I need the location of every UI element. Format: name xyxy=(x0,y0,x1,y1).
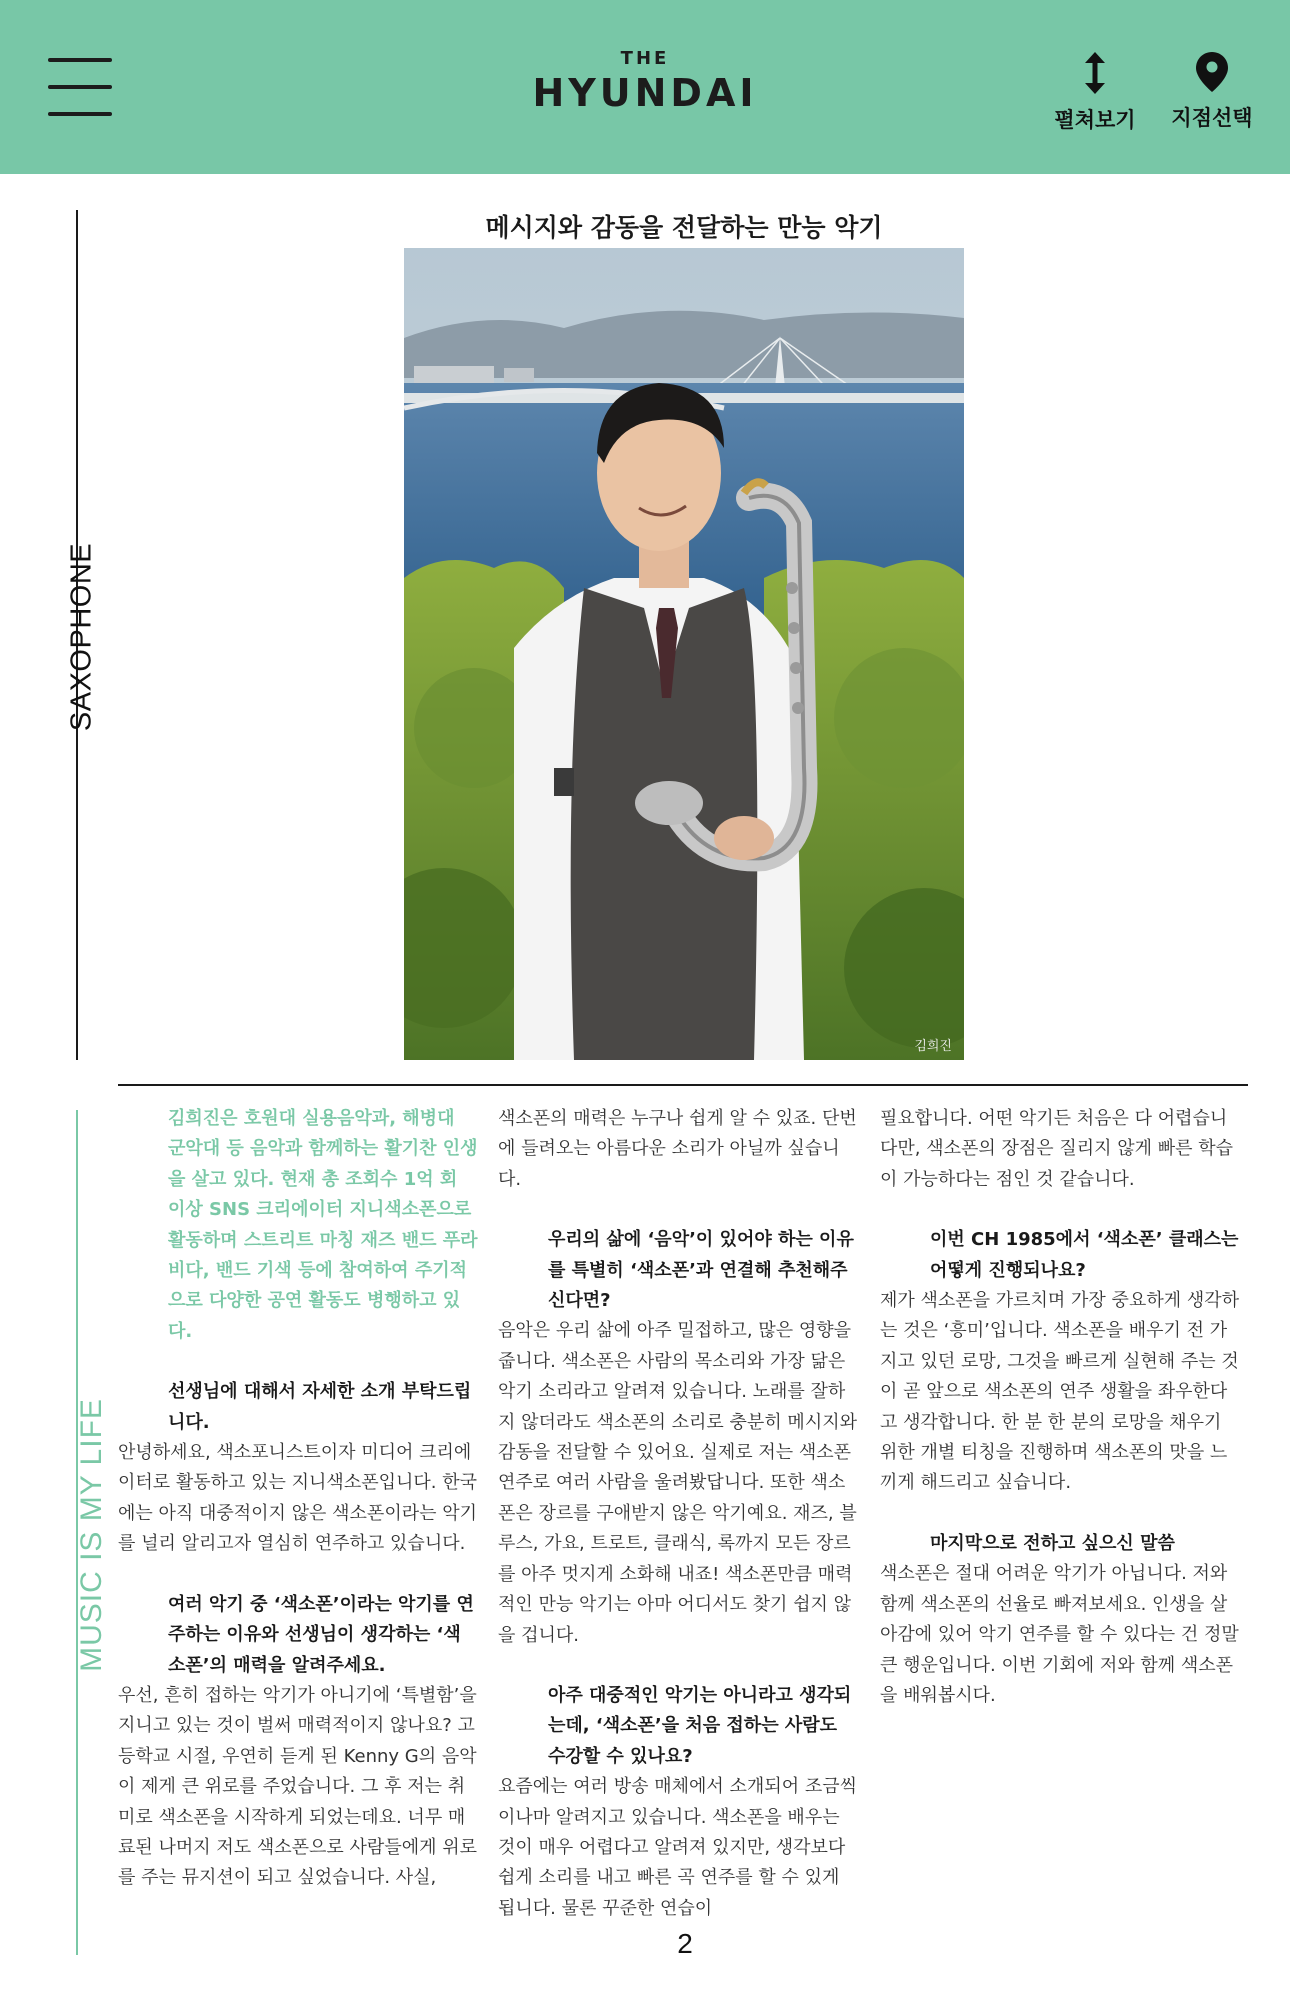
top-bar xyxy=(0,0,1290,174)
answer-3: 음악은 우리 삶에 아주 밀접하고, 많은 영향을 줍니다. 색소폰은 사람의 목소리와 가장 닮은 악기 소리라고 알려져 있습니다. 노래를 잘하지 않더라도 색소폰의 소리로 충분히 메시지와 감동을 전달할 수 있어요. 실제로 저는 색소폰 연주로 여러 사람을 울려봤답니다. 또한 색소폰은 장르를 구애받지 않은 악기예요. 재즈, 블루스, 가요, 트로트, 클래식, 록까지 모든 장르를 아주 멋지게 소화해 내죠! 색소폰만큼 매력적인 만능 악기는 아마 어디서도 찾기 쉽지 않을 겁니다. xyxy=(498,1320,857,1646)
answer-2: 우선, 흔히 접하는 악기가 아니기에 ‘특별함’을 지니고 있는 것이 벌써 매력적이지 않나요? 고등학교 시절, 우연히 듣게 된 Kenny G의 음악이 제게 큰 위로를 주었습니다. 그 후 저는 취미로 색소폰을 시작하게 되었는데요. 너무 매료된 나머지 저도 색소폰으로 사람들에게 위로를 주는 뮤지션이 되고 싶었습니다. 사실, xyxy=(118,1684,477,1889)
saxophonist-photo xyxy=(404,248,964,1060)
side-label-music-text: MUSIC IS MY LIFE xyxy=(75,1398,108,1672)
article-headline: 메시지와 감동을 전달하는 만능 악기 xyxy=(485,213,883,242)
question-2: 여러 악기 중 ‘색소폰’이라는 악기를 연주하는 이유와 선생님이 생각하는 ‘색소폰’의 매력을 알려주세요. xyxy=(168,1593,474,1676)
article-column-2 xyxy=(498,1104,860,1924)
section-divider xyxy=(118,1084,1248,1086)
answer-5: 제가 색소폰을 가르치며 가장 중요하게 생각하는 것은 ‘흥미’입니다. 색소폰을 배우기 전 가지고 있던 로망, 그것을 빠르게 실현해 주는 것이 곧 앞으로 색소폰의 연주 생활을 좌우한다고 생각합니다. 한 분 한 분의 로망을 채우기 위한 개별 티칭을 진행하며 색소폰의 맛을 느끼게 해드리고 싶습니다. xyxy=(880,1290,1239,1494)
question-1: 선생님에 대해서 자세한 소개 부탁드립니다. xyxy=(168,1381,472,1433)
side-label-saxophone-text: SAXOPHONE xyxy=(65,542,98,732)
question-3: 우리의 삶에 ‘음악’이 있어야 하는 이유를 특별히 ‘색소폰’과 연결해 추천해주신다면? xyxy=(548,1229,854,1312)
branch-select-label: 지점선택 xyxy=(1171,106,1253,130)
branch-select-button[interactable] xyxy=(1164,52,1260,132)
brand-logo-main: HYUNDAI xyxy=(532,71,758,115)
article-column-3 xyxy=(880,1104,1240,1711)
answer-2-continued: 색소폰의 매력은 누구나 쉽게 알 수 있죠. 단번에 들려오는 아름다운 소리가 아닐까 싶습니다. xyxy=(498,1108,857,1190)
brand-logo[interactable] xyxy=(500,48,790,115)
expand-view-label: 펼쳐보기 xyxy=(1054,108,1136,132)
answer-4: 요즘에는 여러 방송 매체에서 소개되어 조금씩이나마 알려지고 있습니다. 색소폰을 배우는 것이 매우 어렵다고 알려져 있지만, 생각보다 쉽게 소리를 내고 빠른 곡 연주를 할 수 있게 됩니다. 물론 꾸준한 연습이 xyxy=(498,1776,857,1919)
intro-paragraph: 김희진은 호원대 실용음악과, 해병대 군악대 등 음악과 함께하는 활기찬 인생을 살고 있다. 현재 총 조회수 1억 회 이상 SNS 크리에이터 지니색소폰으로 활동하며 스트리트 마칭 재즈 밴드 푸라비다, 밴드 기색 등에 참여하여 주기적으로 다양한 공연 활동도 병행하고 있다. xyxy=(168,1108,478,1342)
question-4: 아주 대중적인 악기는 아니라고 생각되는데, ‘색소폰’을 처음 접하는 사람도 수강할 수 있나요? xyxy=(548,1684,852,1767)
photo-illustration xyxy=(404,248,964,1060)
answer-4-continued: 필요합니다. 어떤 악기든 처음은 다 어렵습니다만, 색소폰의 장점은 질리지 않게 빠른 학습이 가능하다는 점인 것 같습니다. xyxy=(880,1108,1234,1190)
map-pin-icon xyxy=(1196,52,1228,92)
photo-credit: 김희진 xyxy=(914,1039,952,1054)
answer-6: 색소폰은 절대 어려운 악기가 아닙니다. 저와 함께 색소폰의 선율로 빠져보세요. 인생을 살아감에 있어 악기 연주를 할 수 있다는 건 정말 큰 행운입니다. 이번 기회에 저와 함께 색소폰을 배워봅시다. xyxy=(880,1563,1239,1706)
brand-logo-top: THE xyxy=(620,48,670,69)
hamburger-menu-icon[interactable] xyxy=(48,56,112,118)
vertical-arrows-icon xyxy=(1083,52,1107,94)
question-5: 이번 CH 1985에서 ‘색소폰’ 클래스는 어떻게 진행되나요? xyxy=(930,1229,1239,1281)
expand-view-button[interactable] xyxy=(1050,52,1140,134)
question-6: 마지막으로 전하고 싶으신 말씀 xyxy=(930,1532,1175,1554)
page-number: 2 xyxy=(677,1928,693,1959)
answer-1: 안녕하세요, 색소포니스트이자 미디어 크리에이터로 활동하고 있는 지니색소폰입니다. 한국에는 아직 대중적이지 않은 색소폰이라는 악기를 널리 알리고자 열심히 연주하고 있습니다. xyxy=(118,1442,477,1555)
article-column-1 xyxy=(118,1104,478,1894)
